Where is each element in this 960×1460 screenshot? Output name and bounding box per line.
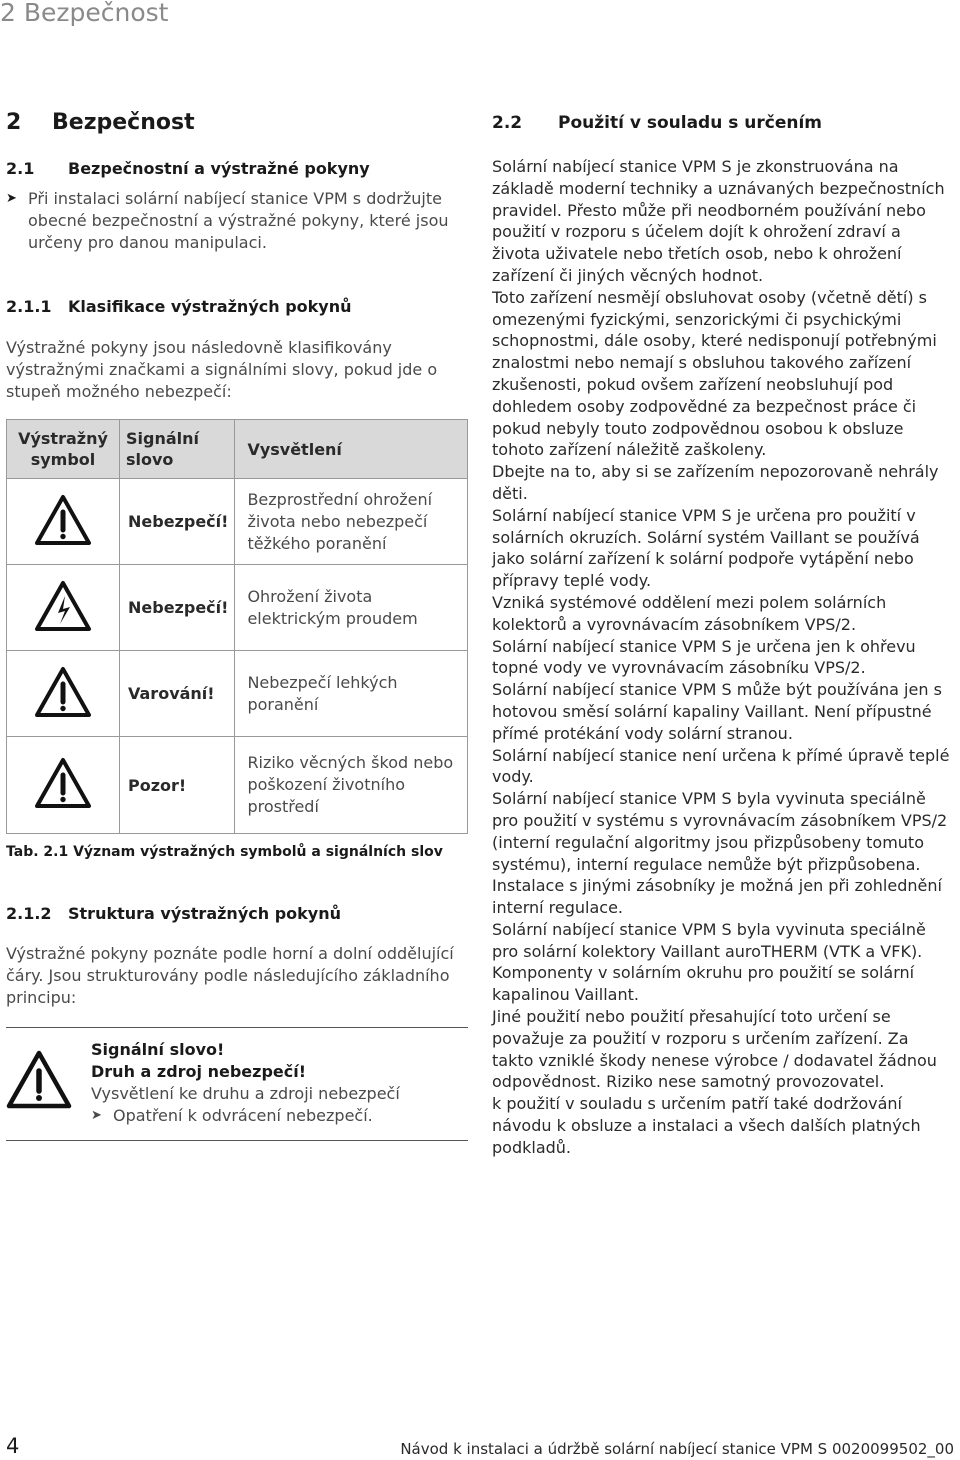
subsection-2-1-2-title: Struktura výstražných pokynů [68, 904, 341, 923]
explanation: Riziko věcných škod nebo poškození životního prostředí [235, 737, 468, 834]
paragraph: Solární nabíjecí stanice VPM S může být používána jen s hotovou směsí solární kapaliny Vaillant. Není přípustné přímé protékání vody solární stranou. [492, 680, 942, 743]
warning-triangle-lightning-icon [34, 580, 92, 632]
subsection-2-1-title: Bezpečnostní a výstražné pokyny [68, 159, 370, 178]
section-title: Bezpečnost [52, 110, 195, 135]
subsection-2-2-number: 2.2 [492, 113, 523, 133]
paragraph: Solární nabíjecí stanice VPM S byla vyvinuta speciálně pro solární kolektory Vaillant auroTHERM (VTK a VFK). Komponenty v solárním okruhu pro použití se solární kapalinou Vaillant. [492, 919, 926, 1005]
example-measure [91, 1105, 400, 1127]
example-explanation: Vysvětlení ke druhu a zdroji nebezpečí [91, 1084, 400, 1103]
instruction-bullet [6, 188, 468, 254]
example-lines [91, 1039, 400, 1127]
instruction-text: Při instalaci solární nabíjecí stanice VPM s dodržujte obecné bezpečnostní a výstražné pokyny, které jsou určeny pro danou manipulaci. [28, 189, 449, 252]
subsection-2-1-1-heading [6, 297, 468, 316]
paragraph: Solární nabíjecí stanice VPM S byla vyvinuta speciálně pro použití v systému s vyrovnávacím zásobníkem VPS/2 (interní regulační algoritmy jsou přizpůsobeny tomuto systému), interní regulace nemůže být přizpůsobena. Instalace s jinými zásobníky je možná jen při zohlednění interní regulace. [492, 789, 948, 918]
signal-word: Nebezpečí! [120, 565, 235, 651]
subsection-2-2-title: Použití v souladu s určením [558, 113, 822, 133]
paragraph: Dbejte na to, aby si se zařízením nepozorovaně nehrály děti. [492, 462, 939, 503]
warning-structure-example [6, 1027, 468, 1141]
signal-word: Pozor! [120, 737, 235, 834]
subsection-2-1-1-title: Klasifikace výstražných pokynů [68, 297, 352, 316]
table-header-row [7, 420, 468, 479]
warning-triangle-exclamation-icon [34, 494, 92, 546]
right-column [492, 113, 954, 1159]
running-header: 2 Bezpečnost [0, 0, 169, 27]
subsection-2-2-heading [492, 113, 954, 133]
section-heading [6, 110, 468, 135]
subsection-2-1-heading [6, 159, 468, 178]
intended-use-text [492, 156, 954, 1159]
header-signal-word: Signální slovo [120, 420, 235, 479]
paragraph: Jiné použití nebo použití přesahující toto určení se považuje za použití v rozporu s určením zařízení. Za takto vzniklé škody nenese výrobce / dodavatel žádnou odpovědnost. Riziko nese samotný provozovatel. [492, 1007, 937, 1092]
warning-triangle-exclamation-icon [34, 757, 92, 809]
section-number: 2 [6, 110, 22, 135]
warning-triangle-exclamation-icon [34, 666, 92, 718]
paragraph: k použití v souladu s určením patří také dodržování návodu k obsluze a instalaci a všech dalších platných podkladů. [492, 1094, 921, 1157]
warning-triangle-exclamation-icon [6, 1050, 72, 1110]
header-symbol: Výstražný symbol [7, 420, 120, 479]
page-number: 4 [6, 1434, 20, 1458]
structure-intro: Výstražné pokyny poznáte podle horní a dolní oddělující čáry. Jsou strukturovány podle následujícího základního principu: [6, 944, 454, 1007]
example-signal-word: Signální slovo! [91, 1040, 225, 1059]
paragraph: Vzniká systémové oddělení mezi polem solárních kolektorů a vyrovnávacím zásobníkem VPS/2. [492, 592, 887, 634]
classification-intro: Výstražné pokyny jsou následovně klasifikovány výstražnými značkami a signálními slovy, pokud jde o stupeň možného nebezpečí: [6, 338, 438, 401]
table-row [7, 565, 468, 651]
document-title: Návod k instalaci a údržbě solární nabíjecí stanice VPM S 0020099502_00 [400, 1440, 954, 1458]
warning-table [6, 419, 468, 834]
subsection-2-1-2-heading [6, 904, 468, 923]
header-explanation: Vysvětlení [235, 420, 468, 479]
signal-word: Varování! [120, 651, 235, 737]
left-column [6, 110, 468, 1141]
explanation: Bezprostřední ohrožení života nebo nebezpečí těžkého poranění [235, 479, 468, 565]
example-measure-text: Opatření k odvrácení nebezpečí. [113, 1106, 373, 1125]
example-hazard: Druh a zdroj nebezpečí! [91, 1062, 307, 1081]
table-row [7, 737, 468, 834]
table-row [7, 479, 468, 565]
table-row [7, 651, 468, 737]
paragraph: Solární nabíjecí stanice VPM S je určena jen k ohřevu topné vody ve vyrovnávacím zásobníku VPS/2. [492, 636, 916, 678]
paragraph: Toto zařízení nesmějí obsluhovat osoby (včetně dětí) s omezenými fyzickými, senzorickými či psychickými schopnostmi, dále osoby, které nedisponují potřebnými znalostmi nebo nemají s obsluhou takového zařízení zkušenosti, pokud ovšem zařízení neobsluhují pod dohledem osoby zodpovědné za bezpečnost práce či pokud nebyly touto zodpovědnou osobou k obsluze tohoto zařízení náležitě zaškoleny. [492, 287, 937, 460]
paragraph: Solární nabíjecí stanice VPM S je určena pro použití v solárních okruzích. Solární systém Vaillant se používá jako solární zařízení k solární podpoře vytápění nebo přípravy teplé vody. [492, 505, 920, 591]
explanation: Ohrožení života elektrickým proudem [235, 565, 468, 651]
explanation: Nebezpečí lehkých poranění [235, 651, 468, 737]
arrow-bullet-icon: ➤ [6, 191, 17, 206]
subsection-2-1-1-number: 2.1.1 [6, 297, 52, 316]
arrow-bullet-icon: ➤ [91, 1108, 102, 1123]
paragraph: Solární nabíjecí stanice VPM S je zkonstruována na základě moderní techniky a uznávaných bezpečnostních pravidel. Přesto může při neodborném používání nebo použití v rozporu s účelem dojít k ohrožení zdraví a života uživatele nebo třetích osob, nebo k ohrožení zařízení či jiných věcných hodnot. [492, 157, 945, 285]
subsection-2-1-2-number: 2.1.2 [6, 904, 52, 923]
signal-word: Nebezpečí! [120, 479, 235, 565]
table-caption: Tab. 2.1 Význam výstražných symbolů a signálních slov [6, 844, 443, 860]
paragraph: Solární nabíjecí stanice není určena k přímé úpravě teplé vody. [492, 745, 950, 787]
subsection-2-1-number: 2.1 [6, 159, 35, 178]
